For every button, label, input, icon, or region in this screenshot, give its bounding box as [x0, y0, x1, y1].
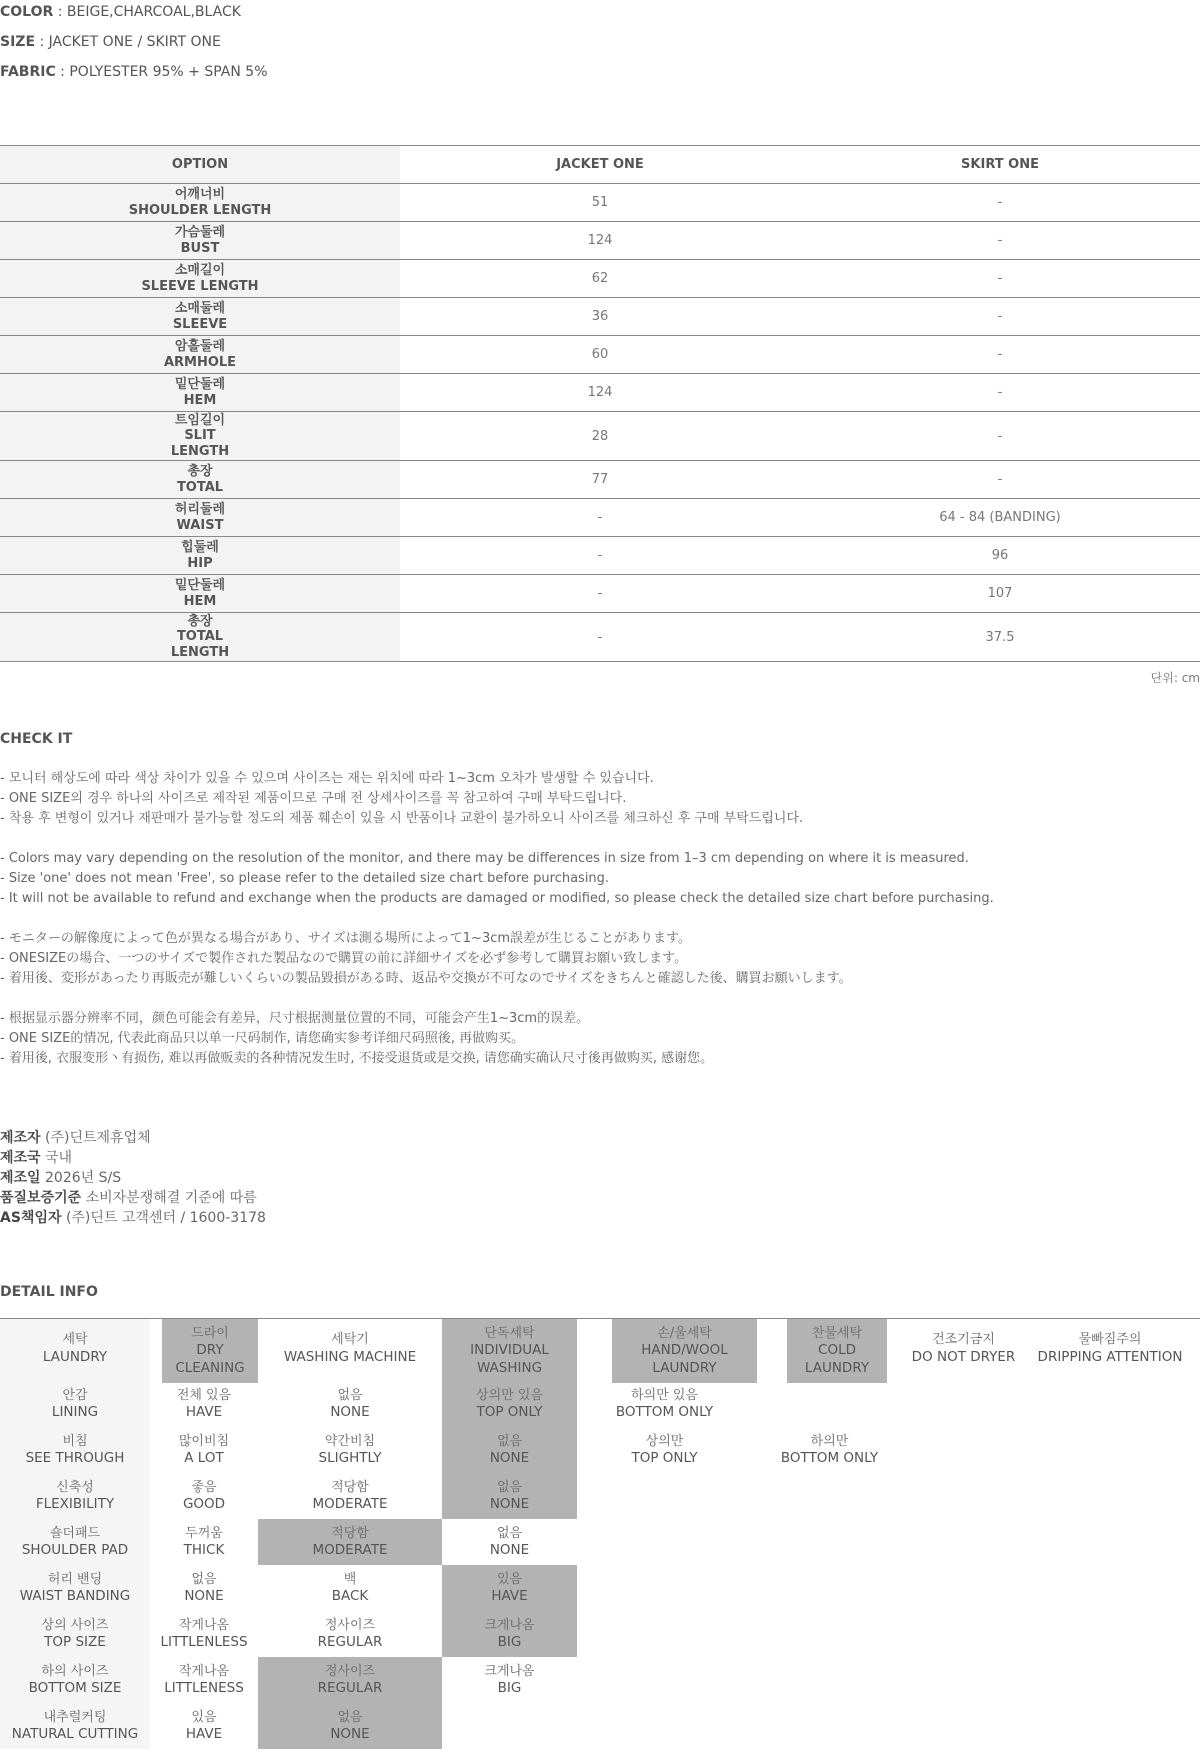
- detail-en: BOTTOM SIZE: [28, 1680, 122, 1696]
- maker-label: 제조자: [0, 1130, 41, 1146]
- detail-en: LITTLENLESS: [160, 1634, 248, 1650]
- detail-ko: 없음: [496, 1525, 523, 1541]
- size-label-ko: 총장: [187, 464, 213, 479]
- detail-option: [258, 1611, 442, 1657]
- note-line: - ONE SIZE的情况, 代表此商品只以单一尺码制作, 请您确实参考详细尺码照後, 再做购买。: [0, 1031, 525, 1046]
- detail-ko: 건조기금지: [932, 1332, 995, 1347]
- skirt-value: -: [997, 428, 1003, 444]
- detail-option: [907, 1319, 1020, 1383]
- size-label-ko: 소매길이: [174, 263, 226, 278]
- detail-option: [150, 1703, 258, 1749]
- detail-en: SEE THROUGH: [25, 1450, 125, 1466]
- detail-ko: 작게나옴: [178, 1617, 230, 1633]
- detail-en: BIG: [497, 1634, 522, 1650]
- detail-row: [0, 1319, 1200, 1383]
- detail-en: SLIGHTLY: [318, 1450, 382, 1466]
- check-it-notes: [0, 769, 994, 1069]
- jacket-value: 62: [591, 271, 609, 286]
- detail-info-title: DETAIL INFO: [0, 1284, 98, 1300]
- detail-ko: 없음: [496, 1433, 523, 1449]
- detail-row: [0, 1565, 1200, 1611]
- detail-option: [150, 1611, 258, 1657]
- size-row-label: [0, 374, 400, 412]
- detail-en: BOTTOM ONLY: [780, 1450, 879, 1466]
- spec-value: : JACKET ONE / SKIRT ONE: [35, 34, 221, 50]
- size-row-label: [0, 260, 400, 298]
- detail-ko: 물빠짐주의: [1078, 1332, 1142, 1347]
- detail-en: NONE: [184, 1588, 224, 1604]
- detail-row: [0, 1381, 1200, 1427]
- size-label-ko: 어깨너비: [174, 187, 226, 202]
- skirt-value: 96: [991, 548, 1009, 563]
- detail-label: [0, 1703, 150, 1749]
- detail-en: BOTTOM ONLY: [615, 1404, 714, 1420]
- spec-color: [0, 4, 241, 20]
- detail-ko: 좋음: [191, 1479, 217, 1495]
- detail-ko: 상의만: [645, 1433, 684, 1449]
- maker-line: [0, 1148, 266, 1168]
- jacket-value: 77: [591, 472, 609, 487]
- size-row: [0, 260, 1200, 298]
- size-row-label: [0, 575, 400, 613]
- detail-en: HAND/WOOL LAUNDRY: [641, 1342, 728, 1376]
- detail-en: NONE: [489, 1496, 530, 1512]
- detail-option: [442, 1381, 577, 1427]
- jacket-value: 51: [591, 195, 609, 210]
- note-line: - ONE SIZE의 경우 하나의 사이즈로 제작된 제품이므로 구매 전 상세사이즈를 꼭 참고하여 구매 부탁드립니다.: [0, 791, 627, 806]
- size-row-label: [0, 184, 400, 222]
- detail-option: [442, 1657, 577, 1703]
- detail-ko: 약간비침: [324, 1433, 376, 1449]
- detail-en: THICK: [183, 1542, 225, 1558]
- note-line: - 根据显示器分辨率不同，颜色可能会有差异，尺寸根据测量位置的不同，可能会产生1~3cm的误差。: [0, 1011, 590, 1026]
- detail-option: [150, 1381, 258, 1427]
- detail-ko: 허리 밴딩: [47, 1571, 103, 1587]
- spec-value: : BEIGE,CHARCOAL,BLACK: [53, 4, 241, 20]
- detail-ko: 내추럴커팅: [43, 1709, 107, 1725]
- maker-line: [0, 1208, 266, 1228]
- detail-en: NONE: [489, 1450, 530, 1466]
- detail-option: [258, 1565, 442, 1611]
- jacket-value: -: [597, 510, 603, 525]
- detail-en: LITTLENESS: [164, 1680, 244, 1696]
- size-label-en: WAIST: [176, 517, 224, 533]
- detail-option: [442, 1427, 577, 1473]
- detail-en: TOP ONLY: [476, 1404, 543, 1420]
- detail-ko: 숄더패드: [49, 1525, 101, 1541]
- size-row-label: [0, 412, 400, 461]
- detail-option: [150, 1473, 258, 1519]
- maker-label: 제조일: [0, 1170, 41, 1186]
- detail-en: GOOD: [182, 1496, 226, 1512]
- skirt-value: -: [997, 347, 1003, 362]
- maker-value: (주)딘트 고객센터 / 1600-3178: [61, 1210, 266, 1226]
- size-label-en: SLEEVE: [172, 316, 228, 332]
- detail-label: [0, 1473, 150, 1519]
- size-row: [0, 298, 1200, 336]
- skirt-value: -: [997, 309, 1003, 324]
- detail-en: WASHING MACHINE: [283, 1348, 417, 1365]
- skirt-value: 107: [987, 586, 1013, 601]
- header-option: OPTION: [0, 146, 400, 184]
- note-line: - It will not be available to refund and exchange when the products are damaged or modified, so please check the detailed size chart before purchasing.: [0, 891, 994, 906]
- detail-en: WAIST BANDING: [19, 1588, 131, 1604]
- size-label-ko: 밑단둘레: [174, 578, 226, 593]
- maker-line: [0, 1168, 266, 1188]
- size-row-label: [0, 537, 400, 575]
- note-line: - 着用後、変形があったり再販売が難しいくらいの製品毀損がある時、返品や交換が不可なのでサイズをきちんと確認した後、購買お願いします。: [0, 971, 852, 986]
- skirt-value: 64 - 84 (BANDING): [939, 510, 1061, 525]
- detail-option: [442, 1565, 577, 1611]
- detail-ko: 단독세탁: [484, 1325, 535, 1341]
- detail-ko: 정사이즈: [324, 1663, 376, 1679]
- maker-line: [0, 1128, 266, 1148]
- detail-ko: 없음: [191, 1571, 217, 1587]
- detail-row: [0, 1519, 1200, 1565]
- detail-ko: 정사이즈: [324, 1617, 376, 1633]
- detail-en: TOP SIZE: [44, 1634, 106, 1650]
- detail-en: LINING: [51, 1404, 99, 1420]
- detail-ko: 안감: [62, 1387, 88, 1403]
- maker-value: 2026년 S/S: [40, 1170, 122, 1186]
- maker-label: 품질보증기준: [0, 1190, 82, 1206]
- detail-ko: 크게나옴: [484, 1663, 535, 1679]
- jacket-value: 124: [587, 385, 613, 400]
- detail-option: [612, 1319, 757, 1383]
- detail-en: NONE: [330, 1404, 370, 1420]
- skirt-value: -: [997, 233, 1003, 248]
- unit-note: 단위: cm: [1150, 671, 1200, 685]
- size-row: [0, 575, 1200, 613]
- size-label-en: BUST: [180, 240, 220, 256]
- detail-en: MODERATE: [312, 1542, 388, 1558]
- detail-row: [0, 1473, 1200, 1519]
- size-label-en: SLIT LENGTH: [170, 428, 230, 459]
- size-row: [0, 499, 1200, 537]
- detail-option: [258, 1473, 442, 1519]
- detail-en: MODERATE: [312, 1496, 388, 1512]
- size-label-en: SHOULDER LENGTH: [128, 202, 272, 218]
- size-label-en: HEM: [183, 392, 217, 408]
- detail-option: [150, 1565, 258, 1611]
- size-row: [0, 537, 1200, 575]
- note-spacer: [0, 989, 994, 1009]
- detail-en: COLD LAUNDRY: [804, 1342, 870, 1376]
- detail-ko: 두꺼움: [185, 1525, 223, 1541]
- detail-label: [0, 1611, 150, 1657]
- skirt-value: -: [997, 385, 1003, 400]
- size-row: [0, 412, 1200, 461]
- maker-value: 국내: [40, 1150, 73, 1166]
- detail-option: [258, 1427, 442, 1473]
- detail-en: LAUNDRY: [42, 1348, 108, 1365]
- detail-en: TOP ONLY: [631, 1450, 698, 1466]
- detail-ko: 드라이: [191, 1325, 229, 1341]
- size-label-en: HIP: [187, 555, 213, 571]
- size-label-ko: 총장: [187, 613, 213, 629]
- size-label-ko: 트임길이: [174, 412, 226, 428]
- spec-size: [0, 34, 221, 50]
- note-line: - Colors may vary depending on the resolution of the monitor, and there may be differences in size from 1–3 cm depending on where it is measured.: [0, 851, 969, 866]
- jacket-value: -: [597, 548, 603, 563]
- detail-ko: 찬물세탁: [811, 1325, 863, 1341]
- detail-ko: 없음: [496, 1479, 523, 1495]
- spec-label: COLOR: [0, 4, 54, 20]
- detail-ko: 손/울세탁: [657, 1325, 712, 1341]
- spec-label: FABRIC: [0, 64, 56, 80]
- size-label-ko: 밑단둘레: [174, 377, 226, 392]
- jacket-value: -: [597, 586, 603, 601]
- note-line: - 着用後, 衣服变形丶有损伤, 难以再做贩卖的各种情况发生时, 不接受退货或是交换, 请您确实确认尺寸後再做购买, 感谢您。: [0, 1051, 714, 1066]
- detail-en: DO NOT DRYER: [911, 1348, 1016, 1365]
- size-row: [0, 613, 1200, 662]
- detail-en: NONE: [489, 1542, 530, 1558]
- detail-en: BIG: [497, 1680, 522, 1696]
- jacket-value: 60: [591, 347, 609, 362]
- detail-ko: 신축성: [56, 1479, 94, 1495]
- size-label-ko: 소매둘레: [174, 301, 226, 316]
- check-it-title: CHECK IT: [0, 731, 73, 747]
- size-label-en: ARMHOLE: [163, 354, 237, 370]
- detail-ko: 있음: [191, 1709, 217, 1725]
- detail-label: [0, 1381, 150, 1427]
- size-row-label: [0, 499, 400, 537]
- detail-en: HAVE: [491, 1588, 528, 1604]
- detail-ko: 백: [343, 1571, 357, 1587]
- note-line: - モニターの解像度によって色が異なる場合があり、サイズは測る場所によって1~3cm誤差が生じることがあります。: [0, 931, 691, 946]
- detail-en: HAVE: [185, 1726, 223, 1742]
- detail-ko: 많이비침: [178, 1433, 230, 1449]
- detail-ko: 작게나옴: [178, 1663, 230, 1679]
- detail-option: [787, 1319, 887, 1383]
- detail-label: [0, 1519, 150, 1565]
- detail-option: [442, 1519, 577, 1565]
- detail-label: [0, 1427, 150, 1473]
- detail-option: [150, 1427, 258, 1473]
- detail-en: SHOULDER PAD: [21, 1542, 129, 1558]
- detail-row: [0, 1427, 1200, 1473]
- detail-option: [1020, 1319, 1200, 1383]
- note-line: - 모니터 해상도에 따라 색상 차이가 있을 수 있으며 사이즈는 재는 위치에 따라 1~3cm 오차가 발생할 수 있습니다.: [0, 771, 654, 786]
- size-row: [0, 374, 1200, 412]
- detail-row: [0, 1703, 1200, 1749]
- detail-ko: 없음: [337, 1387, 363, 1403]
- size-label-ko: 힙둘레: [181, 540, 219, 555]
- maker-line: [0, 1188, 266, 1208]
- jacket-value: 36: [591, 309, 609, 324]
- detail-option: [442, 1473, 577, 1519]
- detail-en: REGULAR: [317, 1680, 383, 1696]
- size-table-header: [0, 146, 1200, 184]
- detail-en: INDIVIDUAL WASHING: [470, 1342, 549, 1376]
- detail-ko: 상의만 있음: [476, 1387, 543, 1403]
- detail-option: [150, 1519, 258, 1565]
- size-row: [0, 336, 1200, 374]
- detail-ko: 없음: [337, 1709, 363, 1725]
- detail-ko: 적당함: [331, 1525, 369, 1541]
- detail-ko: 상의 사이즈: [41, 1617, 109, 1633]
- note-spacer: [0, 829, 994, 849]
- jacket-value: 28: [591, 428, 609, 444]
- skirt-value: -: [997, 271, 1003, 286]
- detail-option: [577, 1427, 752, 1473]
- detail-row: [0, 1611, 1200, 1657]
- size-label-ko: 허리둘레: [174, 502, 226, 517]
- detail-en: DRY CLEANING: [175, 1342, 245, 1376]
- size-row: [0, 461, 1200, 499]
- size-row-label: [0, 298, 400, 336]
- detail-ko: 하의만: [810, 1433, 849, 1449]
- maker-value: 소비자분쟁해결 기준에 따름: [81, 1190, 257, 1206]
- detail-ko: 전체 있음: [176, 1387, 232, 1403]
- detail-ko: 비침: [62, 1433, 88, 1449]
- detail-option: [258, 1381, 442, 1427]
- size-label-en: HEM: [183, 593, 217, 609]
- note-line: - 착용 후 변형이 있거나 재판매가 불가능할 정도의 제품 훼손이 있을 시 반품이나 교환이 불가하오니 사이즈를 체크하신 후 구매 부탁드립니다.: [0, 811, 804, 826]
- detail-option: [150, 1657, 258, 1703]
- detail-option: [258, 1519, 442, 1565]
- spec-value: : POLYESTER 95% + SPAN 5%: [55, 64, 268, 80]
- detail-en: DRIPPING ATTENTION: [1037, 1348, 1183, 1365]
- size-label-ko: 가슴둘레: [174, 225, 226, 240]
- detail-ko: 있음: [496, 1571, 523, 1587]
- size-label-en: TOTAL: [176, 479, 224, 495]
- detail-label: [0, 1319, 150, 1383]
- size-row: [0, 184, 1200, 222]
- detail-ko: 적당함: [331, 1479, 369, 1495]
- detail-option: [258, 1657, 442, 1703]
- jacket-value: -: [597, 629, 603, 645]
- maker-info: [0, 1128, 266, 1228]
- skirt-value: -: [997, 195, 1003, 210]
- detail-option: [162, 1319, 258, 1383]
- note-line: - Size 'one' does not mean 'Free', so please refer to the detailed size chart before purchasing.: [0, 871, 610, 886]
- detail-ko: 하의만 있음: [631, 1387, 698, 1403]
- size-table: [0, 145, 1200, 662]
- detail-en: NATURAL CUTTING: [11, 1726, 139, 1742]
- spec-fabric: [0, 64, 268, 80]
- size-label-en: TOTAL LENGTH: [170, 629, 230, 660]
- detail-label: [0, 1565, 150, 1611]
- detail-option: [258, 1319, 442, 1383]
- detail-label: [0, 1657, 150, 1703]
- detail-option: [442, 1611, 577, 1657]
- detail-option: [258, 1703, 442, 1749]
- detail-option: [752, 1427, 907, 1473]
- detail-en: A LOT: [184, 1450, 224, 1466]
- note-spacer: [0, 909, 994, 929]
- size-label-en: SLEEVE LENGTH: [141, 278, 259, 294]
- maker-label: 제조국: [0, 1150, 41, 1166]
- detail-info-grid: [0, 1318, 1200, 1742]
- detail-row: [0, 1657, 1200, 1703]
- size-label-ko: 암홀둘레: [174, 339, 226, 354]
- maker-label: AS책임자: [0, 1210, 62, 1226]
- size-row-label: [0, 613, 400, 662]
- detail-en: NONE: [330, 1726, 370, 1742]
- detail-ko: 크게나옴: [484, 1617, 535, 1633]
- skirt-value: -: [997, 472, 1003, 487]
- note-line: - ONESIZEの場合、一つのサイズで製作された製品なので購買の前に詳細サイズを必ず参考して購買お願い致します。: [0, 951, 688, 966]
- detail-en: BACK: [331, 1588, 369, 1604]
- maker-value: (주)딘트제휴업체: [40, 1130, 151, 1146]
- header-jacket: JACKET ONE: [556, 157, 644, 172]
- jacket-value: 124: [587, 233, 613, 248]
- detail-ko: 하의 사이즈: [41, 1663, 109, 1679]
- skirt-value: 37.5: [985, 629, 1015, 645]
- size-row-label: [0, 461, 400, 499]
- detail-en: REGULAR: [317, 1634, 383, 1650]
- detail-ko: 세탁기: [331, 1332, 369, 1347]
- detail-en: FLEXIBILITY: [35, 1496, 115, 1512]
- detail-option: [442, 1319, 577, 1383]
- spec-label: SIZE: [0, 34, 36, 50]
- size-row-label: [0, 336, 400, 374]
- size-row: [0, 222, 1200, 260]
- detail-option: [577, 1381, 752, 1427]
- detail-ko: 세탁: [62, 1332, 88, 1347]
- size-row-label: [0, 222, 400, 260]
- detail-en: HAVE: [185, 1404, 223, 1420]
- header-skirt: SKIRT ONE: [961, 157, 1039, 172]
